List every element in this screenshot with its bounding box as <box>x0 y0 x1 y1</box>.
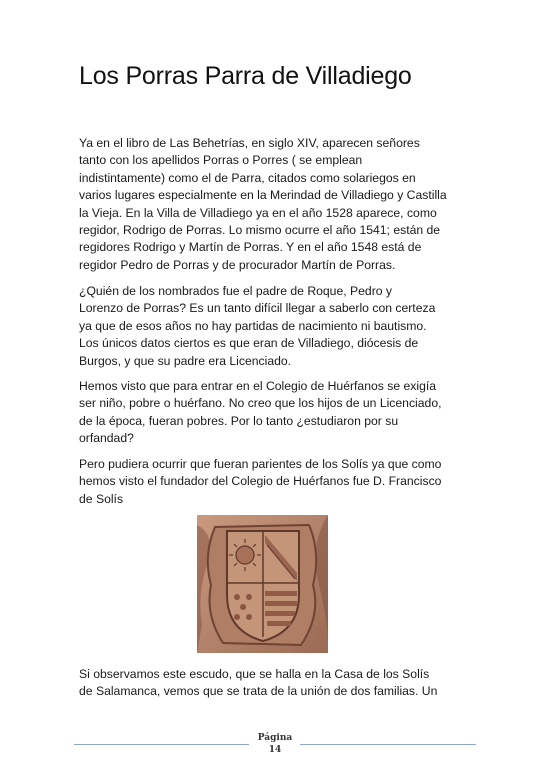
text-line: Los únicos datos ciertos es que eran de Villadiego, diócesis de <box>79 336 419 351</box>
text-line: indistintamente) como el de Parra, citados como solariegos en <box>79 170 416 185</box>
footer-divider-right <box>300 744 476 745</box>
footer-page-label: Página <box>257 733 293 743</box>
text-line: ¿Quién de los nombrados fue el padre de Roque, Pedro y <box>79 284 393 298</box>
text-line: Ya en el libro de Las Behetrías, en siglo XIV, aparecen señores <box>79 136 420 150</box>
text-line: de la época, fueran pobres. Por lo tanto ¿estudiaron por su <box>79 413 399 428</box>
text-line: Lorenzo de Porras? Es un tanto difícil llegar a saberlo con certeza <box>79 301 436 316</box>
text-line: tanto con los apellidos Porras o Porres ( se emplean <box>79 153 363 168</box>
text-line: la Vieja. En la Villa de Villadiego ya en el año 1528 aparece, como <box>79 205 437 220</box>
text-line: Hemos visto que para entrar en el Colegio de Huérfanos se exigía <box>79 379 437 393</box>
text-line: Pero pudiera ocurrir que fueran parientes de los Solís ya que como <box>79 457 442 471</box>
text-line: Burgos, y que su padre era Licenciado. <box>79 353 292 368</box>
text-line: de Solís <box>79 491 124 506</box>
paragraph-behetrias <box>79 135 479 274</box>
coat-of-arms-photo <box>197 515 328 653</box>
paragraph-padre <box>79 283 479 370</box>
text-line: ya que de esos años no hay partidas de nacimiento ni bautismo. <box>79 318 427 333</box>
paragraph-colegio <box>79 378 479 448</box>
text-line: Si observamos este escudo, que se halla en la Casa de los Solís <box>79 667 430 681</box>
paragraph-escudo <box>79 666 479 701</box>
text-line: de Salamanca, vemos que se trata de la unión de dos familias. Un <box>79 684 438 699</box>
text-line: hemos visto el fundador del Colegio de Huérfanos fue D. Francisco <box>79 474 442 489</box>
footer-divider-left <box>74 744 249 745</box>
page-title: Los Porras Parra de Villadiego <box>79 62 412 90</box>
text-line: ser niño, pobre o huérfano. No creo que los hijos de un Licenciado, <box>79 396 442 411</box>
text-line: regidor Pedro de Porras y de procurador Martín de Porras. <box>79 257 396 272</box>
text-line: regidores Rodrigo y Martín de Porras. Y en el año 1548 está de <box>79 240 422 255</box>
text-line: orfandad? <box>79 431 134 446</box>
footer-page-number: 14 <box>268 745 282 755</box>
paragraph-solis <box>79 456 479 508</box>
text-line: varios lugares especialmente en la Merindad de Villadiego y Castilla <box>79 188 447 203</box>
coat-of-arms-icon <box>197 515 328 653</box>
text-line: regidor, Rodrigo de Porras. Lo mismo ocurre el año 1541; están de <box>79 223 441 238</box>
